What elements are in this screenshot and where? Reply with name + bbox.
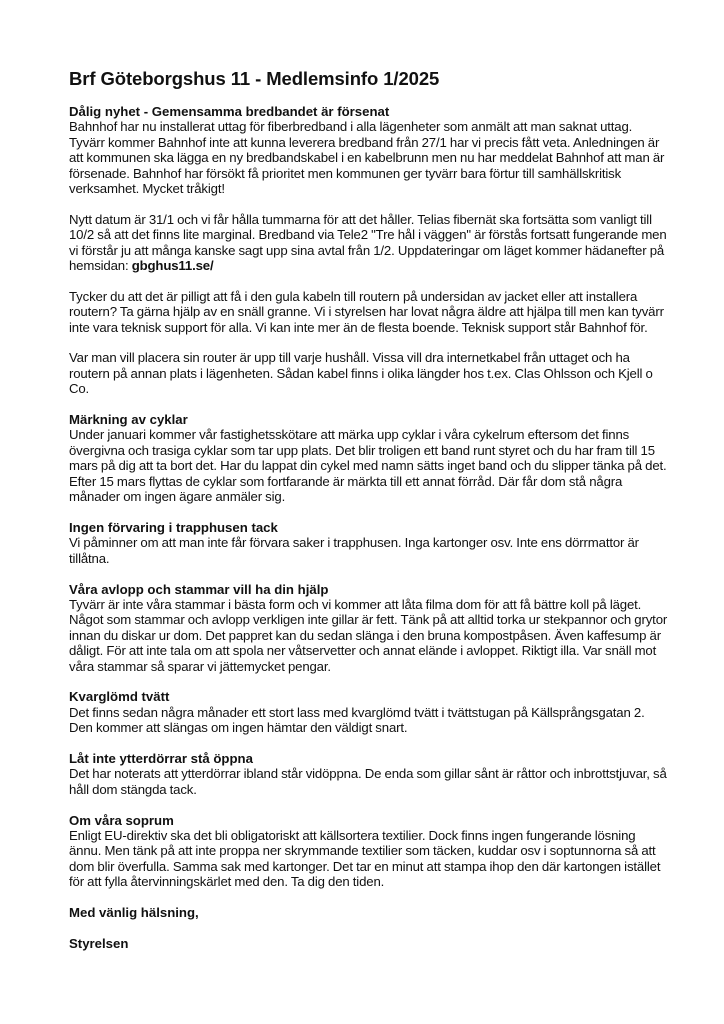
section-paragraph: Vi påminner om att man inte får förvara saker i trapphusen. Inga kartonger osv. Inte ens dörrmattor är tillåtna. [69, 535, 639, 566]
document-page [69, 68, 669, 967]
section-forgotten-laundry [69, 689, 669, 735]
section-paragraph: Under januari kommer vår fastighetsskötare att märka upp cyklar i våra cykelrum eftersom det finns övergivna och trasiga cyklar som tar upp plats. Det blir troligen ett band runt styret och du har fram till 15 mars på dig att ta bort det. Har du lappat din cykel med namn sätts inget band och du slipper tänka på det. Efter 15 mars flyttas de cyklar som fortfarande är märkta till ett annat förråd. Där får dom stå några månader om ingen ägare anmäler sig. [69, 427, 667, 505]
section-heading: Dålig nyhet - Gemensamma bredbandet är försenat [69, 104, 390, 119]
section-paragraph: Var man vill placera sin router är upp till varje hushåll. Vissa vill dra internetkabel från uttaget och ha routern på annan plats i lägenheten. Sådan kabel finns i olika längder hos t.ex. Clas Ohlsson och Kjell o Co. [69, 350, 653, 397]
closing-greeting: Med vänlig hälsning, [69, 904, 199, 920]
section-paragraph: Det finns sedan några månader ett stort lass med kvarglömd tvätt i tvättstugan på Källsprångsgatan 2. Den kommer att slängas om ingen hämtar den väldigt snart. [69, 704, 645, 736]
section-heading: Kvarglömd tvätt [69, 689, 170, 705]
section-paragraph: Bahnhof har nu installerat uttag för fiberbredband i alla lägenheter som anmält att man saknat uttag. Tyvärr kommer Bahnhof inte att kunna leverera bredband från 27/1 har vi precis fått veta. Anledningen är att kommunen ska lägga en ny bredbandskabel i en kabelbrunn men nu har meddelat Bahnhof att man är försenade. Bahnhof har försökt få prioritet men kommunen ger tyvärr bara förtur till samhällskritisk verksamhet. Mycket tråkigt! [69, 119, 665, 197]
section-heading: Våra avlopp och stammar vill ha din hjälp [69, 581, 329, 597]
section-paragraph: Tycker du att det är pilligt att få i den gula kabeln till routern på undersidan av jacket eller att installera routern? Ta gärna hjälp av en snäll granne. Vi i styrelsen har lovat några äldre att hjälpa till men kan tyvärr inte vara teknisk support för alla. Vi kan inte mer än de flesta boende. Teknisk support står Bahnhof för. [69, 288, 664, 335]
section-drains-pipes [69, 582, 669, 674]
section-heading: Låt inte ytterdörrar stå öppna [69, 750, 253, 766]
section-paragraph: Det har noterats att ytterdörrar ibland står vidöppna. De enda som gillar sånt är råttor och inbrottstjuvar, så håll dom stängda tack. [69, 766, 667, 797]
website-link[interactable]: gbghus11.se/ [131, 258, 214, 274]
section-paragraph: Tyvärr är inte våra stammar i bästa form och vi kommer att låta filma dom för att få bättre koll på läget. Något som stammar och avlopp verkligen inte gillar är fett. Tänk på att alltid torka ur stekpannor och grytor innan du diskar ur dom. Det pappret kan du sedan slänga i den bruna kompostpåsen. Även kaffesump är dåligt. För att inte tala om att spola ner våtservetter och annat elände i avloppet. Riktigt illa. Var snäll mot våra stammar så sparar vi jättemycket pengar. [69, 596, 668, 674]
document-title: Brf Göteborgshus 11 - Medlemsinfo 1/2025 [69, 68, 440, 89]
section-heading: Märkning av cyklar [69, 412, 188, 428]
section-broadband-delay [69, 104, 669, 397]
section-heading: Om våra soprum [69, 812, 174, 828]
paragraph-text: Nytt datum är 31/1 och vi får hålla tummarna för att det håller. Telias fibernät ska fortsätta som vanligt till 10/2 så att det finns lite marginal. Bredband via Tele2 "Tre hål i väggen" är förstås fortsatt fungerande men vi förstår ju att många kanske sagt upp sina avtal från 1/2. Uppdateringar om läget kommer hädanefter på hemsidan: [69, 211, 667, 274]
section-bike-marking [69, 412, 669, 504]
section-stairwell-storage [69, 520, 669, 566]
section-outer-doors [69, 751, 669, 797]
section-heading: Ingen förvaring i trapphusen tack [69, 519, 278, 535]
section-paragraph: Enligt EU-direktiv ska det bli obligatoriskt att källsortera textilier. Dock finns ingen fungerande lösning ännu. Men tänk på att inte proppa ner skrymmande textilier som täcken, kuddar osv i soptunnorna så att dom blir överfulla. Samma sak med kartonger. Det tar en minut att stampa ihop den där kartongen istället för att fylla återvinningskärlet med den. Ta dig den tiden. [69, 827, 661, 890]
signature: Styrelsen [69, 935, 129, 951]
section-paragraph [69, 212, 669, 274]
section-waste-rooms [69, 813, 669, 890]
